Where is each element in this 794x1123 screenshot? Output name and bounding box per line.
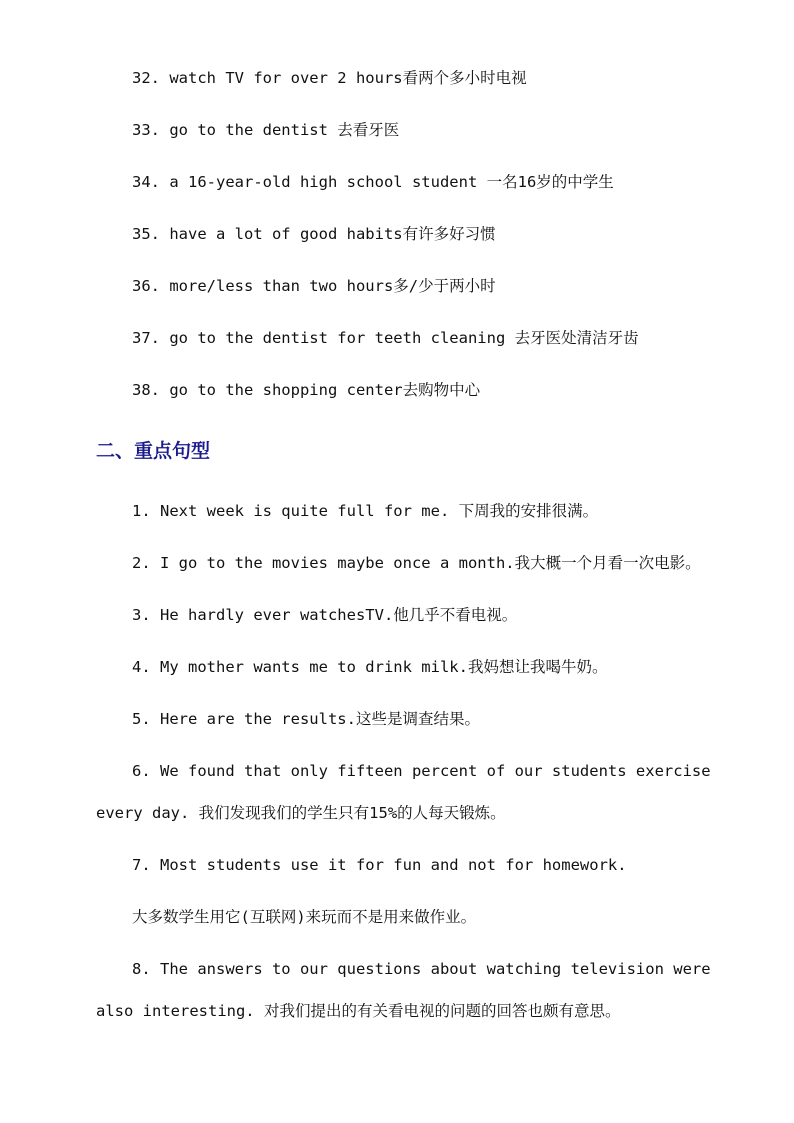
sentence-6-line-1: 6. We found that only fifteen percent of our students exercise bbox=[132, 762, 711, 780]
sentence-2: 2. I go to the movies maybe once a month.我大概一个月看一次电影。 bbox=[132, 554, 701, 572]
sentence-5: 5. Here are the results.这些是调查结果。 bbox=[132, 710, 480, 728]
sentence-1: 1. Next week is quite full for me. 下周我的安排很满。 bbox=[132, 502, 599, 520]
sentence-7-line-2: 大多数学生用它(互联网)来玩而不是用来做作业。 bbox=[132, 908, 477, 926]
sentence-3: 3. He hardly ever watchesTV.他几乎不看电视。 bbox=[132, 606, 518, 624]
phrase-35: 35. have a lot of good habits有许多好习惯 bbox=[132, 225, 496, 243]
sentence-8-line-1: 8. The answers to our questions about watching television were bbox=[132, 960, 711, 978]
phrase-37: 37. go to the dentist for teeth cleaning 去牙医处清洁牙齿 bbox=[132, 329, 639, 347]
sentence-4: 4. My mother wants me to drink milk.我妈想让我喝牛奶。 bbox=[132, 658, 608, 676]
phrase-33: 33. go to the dentist 去看牙医 bbox=[132, 121, 400, 139]
phrase-34: 34. a 16-year-old high school student 一名16岁的中学生 bbox=[132, 173, 614, 191]
phrase-36: 36. more/less than two hours多/少于两小时 bbox=[132, 277, 496, 295]
sentence-6-line-2: every day. 我们发现我们的学生只有15%的人每天锻炼。 bbox=[96, 804, 506, 822]
phrase-38: 38. go to the shopping center去购物中心 bbox=[132, 381, 481, 399]
sentence-7-line-1: 7. Most students use it for fun and not for homework. bbox=[132, 856, 627, 874]
phrase-32: 32. watch TV for over 2 hours看两个多小时电视 bbox=[132, 69, 527, 87]
section-heading: 二、重点句型 bbox=[96, 440, 211, 462]
sentence-8-line-2: also interesting. 对我们提出的有关看电视的问题的回答也颇有意思。 bbox=[96, 1002, 621, 1020]
